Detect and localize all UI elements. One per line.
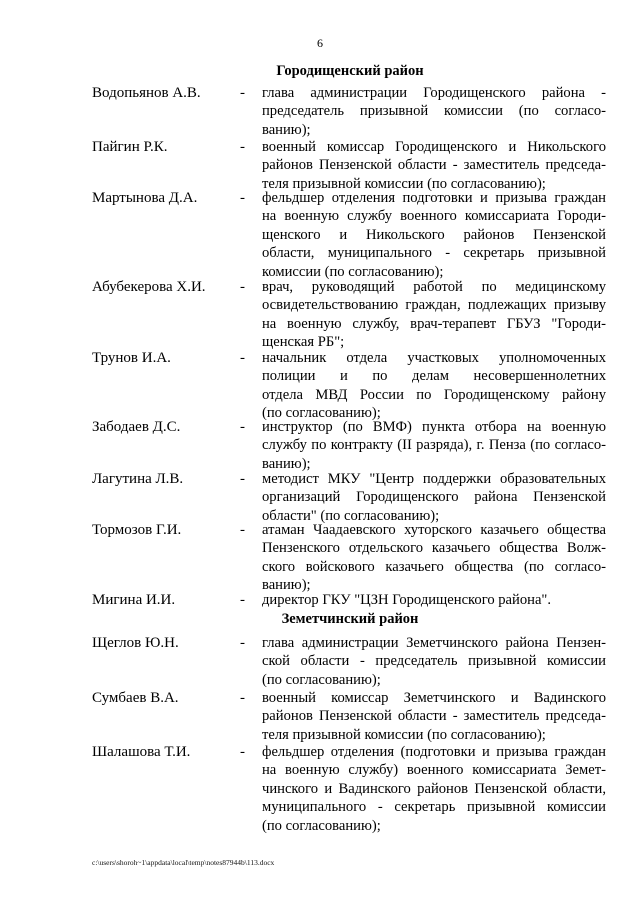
- role-text-line: чинского и Вадинского районов Пензенской области,: [262, 780, 606, 797]
- member-role-description: [262, 349, 606, 423]
- role-text-line: (по согласованию);: [262, 817, 381, 834]
- role-text-line: ской области - председатель призывной комиссии: [262, 653, 606, 670]
- member-name: Пайгин Р.К.: [92, 139, 168, 155]
- dash-separator: -: [240, 279, 245, 295]
- dash-separator: -: [240, 190, 245, 206]
- role-text-line: (по согласованию);: [262, 671, 381, 688]
- member-role-description: [262, 743, 606, 835]
- role-text-line: организаций Городищенского района Пензенской: [262, 489, 606, 506]
- role-text-line: области, муниципального - секретарь призывной: [262, 245, 606, 262]
- dash-separator: -: [240, 592, 245, 608]
- role-text-line: врач, руководящий работой по медицинскому: [262, 279, 606, 295]
- role-text-line: на военную службу) военного комиссариата Земет-: [262, 762, 606, 779]
- role-text-line: инструктор (по ВМФ) пункта отбора на военную: [262, 419, 606, 435]
- section-heading: Городищенский район: [276, 63, 424, 79]
- role-text-line: на военную службу военного комиссариата Городи-: [262, 208, 606, 225]
- role-text-line: полиции и по делам несовершеннолетних: [262, 368, 606, 385]
- role-text-line: ванию);: [262, 121, 311, 138]
- member-name: Мигина И.И.: [92, 592, 176, 608]
- member-role-description: [262, 634, 606, 689]
- member-name: Водопьянов А.В.: [92, 85, 201, 101]
- member-role-description: [262, 189, 606, 281]
- member-role-description: [262, 418, 606, 473]
- member-name: Шалашова Т.И.: [92, 744, 191, 760]
- role-text-line: службу по контракту (II разряда), г. Пенза (по согласо-: [262, 437, 606, 454]
- role-text-line: ванию);: [262, 577, 311, 594]
- dash-separator: -: [240, 471, 245, 487]
- dash-separator: -: [240, 635, 245, 651]
- member-role-description: [262, 138, 606, 193]
- member-role-description: [262, 470, 606, 525]
- member-name: Забодаев Д.С.: [92, 419, 181, 435]
- role-text-line: фельдшер отделения (подготовки и призыва граждан: [262, 744, 606, 760]
- dash-separator: -: [240, 139, 245, 155]
- role-text-line: освидетельствованию граждан, подлежащих призыву: [262, 297, 606, 314]
- role-text-line: теля призывной комиссии (по согласованию);: [262, 726, 546, 743]
- member-role-description: [262, 84, 606, 139]
- role-text-line: щенского и Никольского районов Пензенской: [262, 226, 606, 243]
- role-text-line: на военную службу, врач-терапевт ГБУЗ "Городи-: [262, 315, 606, 332]
- role-text-line: ского войскового казачьего общества (по согласо-: [262, 558, 606, 575]
- member-name: Абубекерова Х.И.: [92, 279, 206, 295]
- dash-separator: -: [240, 419, 245, 435]
- role-text-line: директор ГКУ "ЦЗН Городищенского района".: [262, 592, 552, 608]
- role-text-line: районов Пензенской области - заместитель председа-: [262, 708, 606, 725]
- member-role-description: [262, 278, 606, 352]
- role-text-line: отдела МВД России по Городищенскому району: [262, 386, 606, 403]
- role-text-line: ванию);: [262, 455, 311, 472]
- member-name: Лагутина Л.В.: [92, 471, 184, 487]
- member-role-description: [262, 521, 606, 595]
- role-text-line: щенская РБ";: [262, 334, 345, 351]
- member-name: Тормозов Г.И.: [92, 522, 182, 538]
- role-text-line: председатель призывной комиссии (по согласо-: [262, 103, 606, 120]
- member-name: Трунов И.А.: [92, 350, 171, 366]
- dash-separator: -: [240, 690, 245, 706]
- role-text-line: фельдшер отделения подготовки и призыва граждан: [262, 190, 606, 206]
- role-text-line: комиссии (по согласованию);: [262, 263, 444, 280]
- role-text-line: теля призывной комиссии (по согласованию);: [262, 175, 546, 192]
- role-text-line: Пензенского отдельского казачьего общества Волж-: [262, 540, 606, 557]
- role-text-line: области" (по согласованию);: [262, 507, 440, 524]
- role-text-line: муниципального - секретарь призывной комиссии: [262, 799, 606, 816]
- role-text-line: военный комиссар Земетчинского и Вадинского: [262, 690, 606, 706]
- file-path-footer: c:\users\shoroh~1\appdata\local\temp\notes87944b\113.docx: [92, 858, 275, 867]
- role-text-line: (по согласованию);: [262, 405, 381, 422]
- dash-separator: -: [240, 744, 245, 760]
- member-role-description: [262, 591, 606, 609]
- role-text-line: глава администрации Городищенского района -: [262, 85, 606, 101]
- role-text-line: глава администрации Земетчинского района Пензен-: [262, 635, 606, 651]
- dash-separator: -: [240, 522, 245, 538]
- role-text-line: атаман Чаадаевского хуторского казачьего общества: [262, 522, 606, 538]
- role-text-line: военный комиссар Городищенского и Никольского: [262, 139, 606, 155]
- role-text-line: методист МКУ "Центр поддержки образовательных: [262, 471, 606, 487]
- section-heading: Земетчинский район: [281, 611, 419, 627]
- page-number: 6: [317, 36, 323, 50]
- role-text-line: районов Пензенской области - заместитель председа-: [262, 157, 606, 174]
- member-name: Щеглов Ю.Н.: [92, 635, 179, 651]
- member-name: Мартынова Д.А.: [92, 190, 198, 206]
- member-role-description: [262, 689, 606, 744]
- dash-separator: -: [240, 350, 245, 366]
- dash-separator: -: [240, 85, 245, 101]
- member-name: Сумбаев В.А.: [92, 690, 179, 706]
- role-text-line: начальник отдела участковых уполномоченных: [262, 350, 606, 366]
